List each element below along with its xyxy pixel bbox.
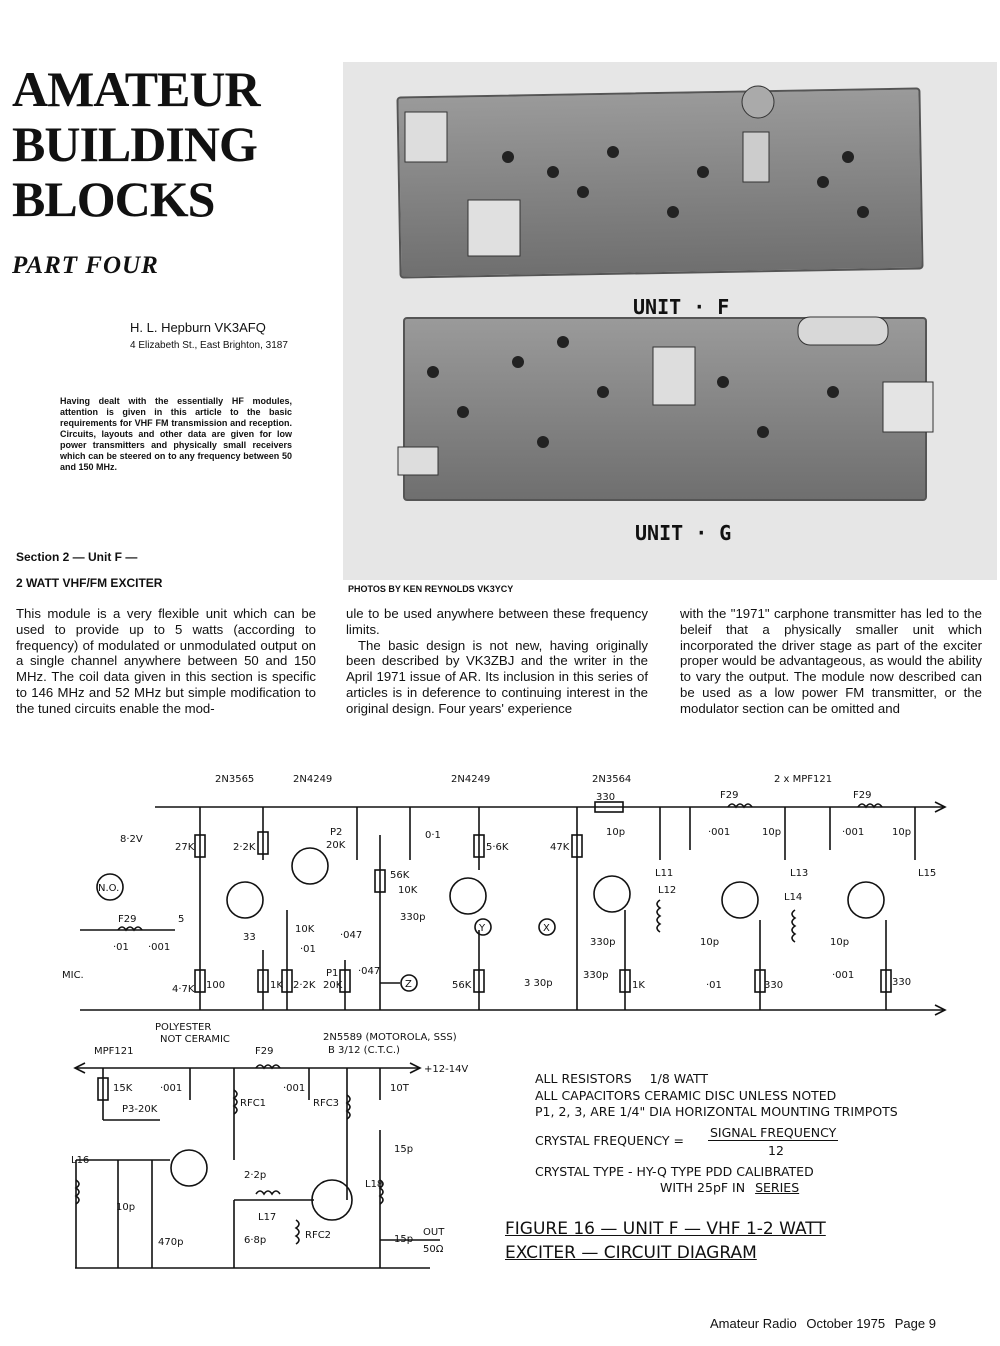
lower-c10t: 10T <box>390 1083 409 1094</box>
label-c047b: ·047 <box>358 966 381 977</box>
label-c01a: 0·1 <box>425 830 441 841</box>
article-title <box>12 62 342 227</box>
label-p2v: 20K <box>326 840 346 851</box>
label-c01-mic: ·01 <box>113 942 129 953</box>
lower-c470p: 470p <box>158 1237 184 1248</box>
title-line-2: BUILDING <box>12 116 257 172</box>
note-line-1 <box>535 1071 708 1086</box>
lower-c15p-b: 15p <box>394 1234 414 1245</box>
page-footer <box>710 1316 942 1331</box>
tr-label-5: 2 x MPF121 <box>774 774 833 785</box>
lower-l16: L16 <box>71 1155 90 1166</box>
title-line-1: AMATEUR <box>12 61 260 117</box>
title-line-3: BLOCKS <box>12 171 215 227</box>
lower-tr2b: B 3/12 (C.T.C.) <box>328 1045 400 1056</box>
label-r10k-b: 10K <box>295 924 315 935</box>
label-r100: 100 <box>206 980 226 991</box>
label-l12: L12 <box>658 885 677 896</box>
label-c001-b: ·001 <box>842 827 865 838</box>
body-column-3: with the "1971" carphone transmitter has led to the beleif that a physically smaller unit which incorporated the driver stage as part of the exciter proper would be advantageous, as would the ability to vary the output. The module now described can be used as a low power FM transmitter, or the modulator section can be omitted and <box>680 606 982 716</box>
label-p2: P2 <box>330 827 343 838</box>
note-line-2: ALL CAPACITORS CERAMIC DISC UNLESS NOTED <box>535 1088 837 1103</box>
lower-c10p: 10p <box>116 1202 136 1213</box>
label-c001-c: ·001 <box>832 970 855 981</box>
lower-rfc2: RFC2 <box>305 1230 332 1241</box>
label-c10p-a: 10p <box>606 827 626 838</box>
lower-rfc1: RFC1 <box>240 1098 267 1109</box>
label-c001-a: ·001 <box>708 827 731 838</box>
label-r27k: 27K <box>175 842 195 853</box>
label-p1v: 20K <box>323 980 343 991</box>
label-l13: L13 <box>790 868 809 879</box>
lower-supply: +12-14V <box>424 1064 469 1075</box>
label-c5: 5 <box>178 914 185 925</box>
lower-tr2: 2N5589 (MOTOROLA, SSS) <box>323 1032 457 1043</box>
note-crystal-den: 12 <box>768 1143 784 1158</box>
label-r56k-a: 56K <box>390 870 410 881</box>
tr-label-3: 2N4249 <box>451 774 491 785</box>
footer-date: October 1975 <box>806 1316 886 1331</box>
lower-ohm: 50Ω <box>423 1244 444 1255</box>
label-r56k-top: 5·6K <box>486 842 509 853</box>
label-c01c: ·01 <box>706 980 722 991</box>
label-c330p: 330p <box>400 912 426 923</box>
note-crystal-type-2 <box>660 1180 799 1195</box>
lower-rfc3: RFC3 <box>313 1098 340 1109</box>
photo-units <box>343 62 997 580</box>
body-column-2 <box>346 606 648 717</box>
figure-caption-line-1: FIGURE 16 — UNIT F — VHF 1-2 WATT <box>505 1219 826 1239</box>
label-c10p-b: 10p <box>762 827 782 838</box>
body-col2-para2: The basic design is not new, having originally been described by VK3ZBJ and the writer in the April 1971 issue of AR. Its inclusion in this series of articles is in deference to continuing interest in the original design. Four years' experience <box>346 637 648 716</box>
note-resistors: ALL RESISTORS <box>535 1071 632 1086</box>
author-address: 4 Elizabeth St., East Brighton, 3187 <box>130 340 288 351</box>
lower-c68p: 6·8p <box>244 1235 267 1246</box>
lower-f29: F29 <box>255 1046 274 1057</box>
article-subtitle: PART FOUR <box>12 252 159 279</box>
label-r22k: 2·2K <box>233 842 256 853</box>
note-crystal-num: SIGNAL FREQUENCY <box>710 1125 837 1140</box>
label-r330: 330 <box>596 792 616 803</box>
label-r10k: 10K <box>398 885 418 896</box>
photo-components <box>343 62 997 580</box>
label-c330-30: 3 30p <box>524 978 553 989</box>
label-polyester: POLYESTER <box>155 1022 212 1033</box>
note-crystal-freq: CRYSTAL FREQUENCY = <box>535 1133 684 1148</box>
label-l14: L14 <box>784 892 803 903</box>
label-r330b: 330 <box>764 980 784 991</box>
label-r56k-b: 56K <box>452 980 472 991</box>
lower-p3: P3-20K <box>122 1104 158 1115</box>
tr-label-4: 2N3564 <box>592 774 632 785</box>
label-c10p-c: 10p <box>892 827 912 838</box>
label-no: N.O. <box>98 883 120 894</box>
label-c01b: ·01 <box>300 944 316 955</box>
label-r33: 33 <box>243 932 256 943</box>
label-f29b: F29 <box>853 790 872 801</box>
lower-c001b: ·001 <box>283 1083 306 1094</box>
author-name: H. L. Hepburn VK3AFQ <box>130 320 266 335</box>
label-not-ceramic: NOT CERAMIC <box>160 1034 230 1045</box>
label-l15: L15 <box>918 868 937 879</box>
label-f29-mic: F29 <box>118 914 137 925</box>
lower-c15p-a: 15p <box>394 1144 414 1155</box>
label-p1: P1 <box>326 968 339 979</box>
body-column-1: This module is a very flexible unit which can be used to provide up to 5 watts (according to frequency) of modulated or unmodulated output on a single channel anywhere between 50 and 150 MHz. The coil data given in this section is specific to 146 MHz and 52 MHz but simple modification to the tuned circuits enable the mod- <box>16 606 316 716</box>
note-resistor-watt: 1/8 WATT <box>649 1071 709 1086</box>
label-zener: 8·2V <box>120 834 143 845</box>
article-abstract: Having dealt with the essentially HF modules, attention is given in this article to the basic requirements for VHF FM transmission and reception. Circuits, layouts and other data are given for low power transmitters and physically small receivers which can be steered on to any frequency between 50 and 150 MHz. <box>60 396 292 472</box>
circuit-diagram <box>0 760 1000 1300</box>
label-r1k: 1K <box>270 980 283 991</box>
footer-magazine: Amateur Radio <box>710 1316 797 1331</box>
body-col2-para1: ule to be used anywhere between these frequency limits. <box>346 606 648 637</box>
lower-out: OUT <box>423 1227 445 1238</box>
photo-caption: PHOTOS BY KEN REYNOLDS VK3YCY <box>348 584 514 594</box>
label-mic: MIC. <box>62 970 84 981</box>
label-z: Z <box>405 979 412 990</box>
label-c047a: ·047 <box>340 930 363 941</box>
label-unit-g: UNIT · G <box>635 521 732 545</box>
lower-c22p: 2·2p <box>244 1170 267 1181</box>
label-unit-f: UNIT · F <box>633 295 730 319</box>
note-crystal-type: CRYSTAL TYPE - HY-Q TYPE PDD CALIBRATED <box>535 1164 814 1179</box>
label-r47k: 47K <box>550 842 570 853</box>
lower-c001: ·001 <box>160 1083 183 1094</box>
section-heading: Section 2 — Unit F — <box>16 550 138 564</box>
label-l11: L11 <box>655 868 674 879</box>
note-crystal-series: SERIES <box>755 1180 800 1195</box>
label-r1k-b: 1K <box>632 980 645 991</box>
lower-l18: L18 <box>365 1179 384 1190</box>
label-c10p-e: 10p <box>830 937 850 948</box>
label-r330c: 330 <box>892 977 912 988</box>
label-y: Y <box>479 923 486 934</box>
label-c10p-d: 10p <box>700 937 720 948</box>
lower-l17: L17 <box>258 1212 277 1223</box>
note-line-3: P1, 2, 3, ARE 1/4" DIA HORIZONTAL MOUNTING TRIMPOTS <box>535 1104 898 1119</box>
label-c001-mic: ·001 <box>148 942 171 953</box>
lower-tr1: MPF121 <box>94 1046 134 1057</box>
label-c330p-b: 330p <box>590 937 616 948</box>
label-r47k-b: 4·7K <box>172 984 195 995</box>
label-f29a: F29 <box>720 790 739 801</box>
label-r22k-b: 2·2K <box>293 980 316 991</box>
section-subheading: 2 WATT VHF/FM EXCITER <box>16 576 163 590</box>
label-c330p-c: 330p <box>583 970 609 981</box>
figure-caption-line-2: EXCITER — CIRCUIT DIAGRAM <box>505 1243 757 1263</box>
label-x: X <box>543 923 550 934</box>
footer-page: Page 9 <box>894 1316 936 1331</box>
lower-r15k: 15K <box>113 1083 133 1094</box>
tr-label-1: 2N3565 <box>215 774 255 785</box>
tr-label-2: 2N4249 <box>293 774 333 785</box>
note-crystal-series-prefix: WITH 25pF IN <box>660 1180 746 1195</box>
